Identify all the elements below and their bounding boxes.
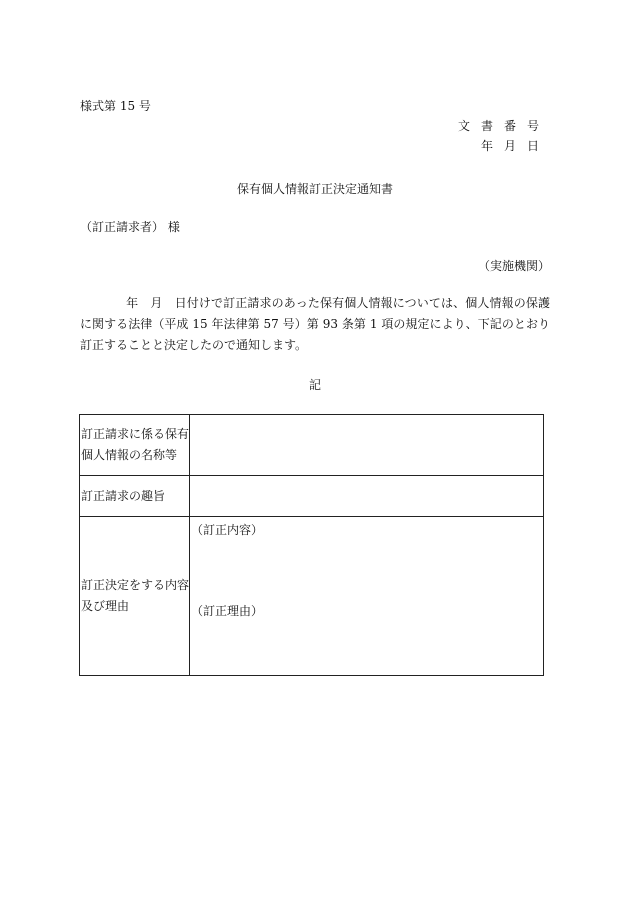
row1-label: [80, 415, 190, 476]
recipient-line: （訂正請求者） 様: [80, 220, 180, 234]
document-title: 保有個人情報訂正決定通知書: [236, 182, 393, 196]
correction-content-heading: （訂正内容）: [191, 523, 264, 537]
decision-table: [79, 414, 544, 676]
notice-body-text: 年 月 日付けで訂正請求のあった保有個人情報については、個人情報の保護に関する法律（平成 15 年法律第 57 号）第 93 条第 1 項の規定により、下記のとおり訂正することと決定したので通知します。: [80, 296, 550, 352]
agency-line: （実施機関）: [477, 259, 550, 273]
table-row-info-name: [80, 415, 544, 476]
row1-label-line1: 訂正請求に係る保有: [81, 427, 190, 441]
row3-label-line1: 訂正決定をする内容: [81, 578, 190, 592]
table-row-decision: [80, 517, 544, 676]
row3-label: [80, 517, 190, 676]
form-number: 様式第 15 号: [80, 99, 151, 113]
row2-label: 訂正請求の趣旨: [80, 476, 190, 517]
date-line: 年月日: [480, 139, 550, 153]
ki-heading: 記: [308, 378, 321, 392]
row1-value: [190, 415, 544, 476]
row2-value: [190, 476, 544, 517]
notice-body: [80, 293, 550, 356]
row3-label-line2: 及び理由: [81, 599, 130, 613]
correction-reason-heading: （訂正理由）: [191, 604, 264, 618]
row1-label-line2: 個人情報の名称等: [81, 448, 178, 462]
table-row-purpose: [80, 476, 544, 517]
document-number: 文書番号: [457, 119, 550, 133]
row3-value: [190, 517, 544, 676]
